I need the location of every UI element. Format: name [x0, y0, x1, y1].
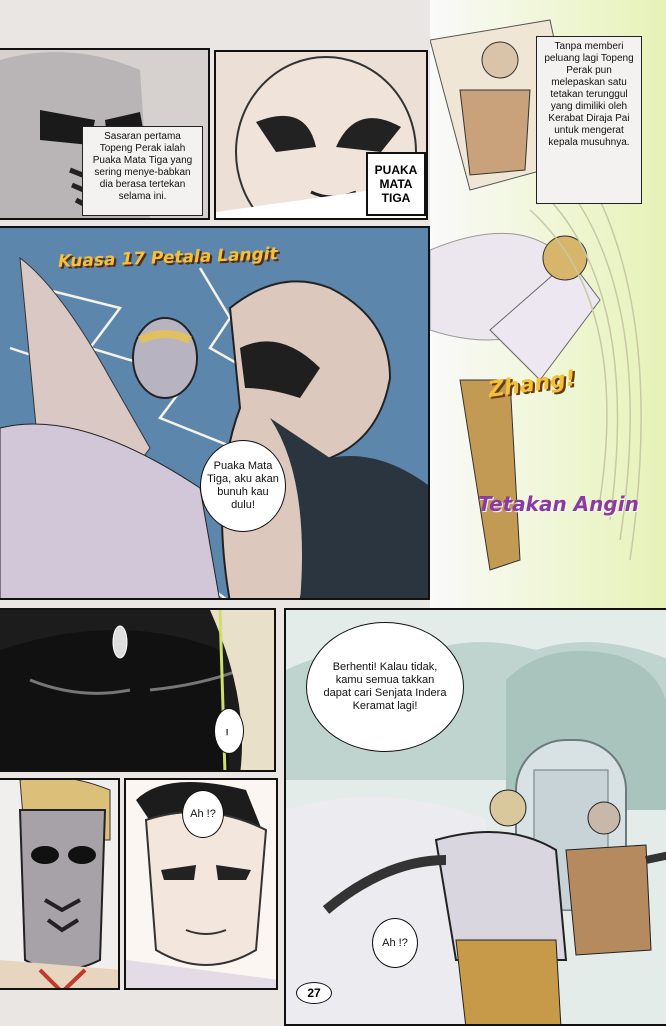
panel-masked-man: [0, 778, 120, 990]
caption-top-right: Tanpa memberi peluang lagi Topeng Perak pun melepaskan satu tetakan terunggul yang dimiliki oleh Kerabat Diraja Pai untuk mengerat kepala musuhnya.: [536, 36, 642, 204]
name-tag: PUAKA MATA TIGA: [366, 152, 426, 216]
panel-lightning-fight: [0, 226, 430, 600]
speech-bubble-ellipsis: ......: [214, 708, 244, 754]
sfx-kuasa-17-petala-langit: Kuasa 17 Petala Langit: [57, 244, 279, 272]
fight-art: [0, 228, 430, 600]
speech-bubble-ah-2: Ah !?: [372, 918, 418, 968]
caption-top-left: Sasaran pertama Topeng Perak ialah Puaka Mata Tiga yang sering menye-babkan dia berasa tertekan selama ini.: [82, 126, 203, 216]
speech-bubble-ah-1: Ah !?: [182, 790, 224, 838]
speech-bubble-stop: Berhenti! Kalau tidak, kamu semua takkan dapat cari Senjata Indera Keramat lagi!: [306, 622, 464, 752]
speech-bubble-threat: Puaka Mata Tiga, aku akan bunuh kau dulu!: [200, 440, 286, 532]
sfx-zhang: Zhang!: [486, 366, 578, 403]
sfx-tetakan-angin: Tetakan Angin: [478, 492, 639, 516]
masked-man-art: [0, 780, 120, 990]
page-number: 27: [296, 982, 332, 1004]
